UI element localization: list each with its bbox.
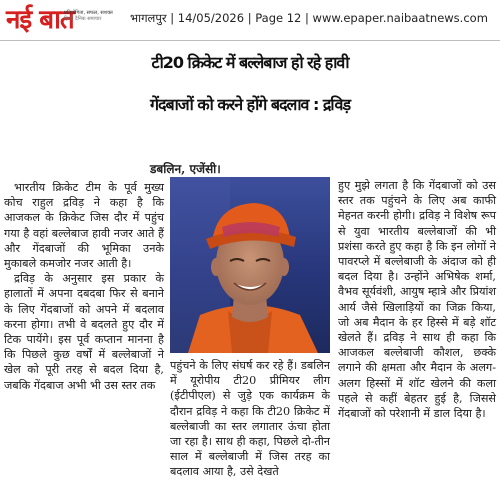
logo-tagline-2: हिन्दी दैनिक समाचार (64, 16, 102, 22)
headline-line-2: गेंदबाजों को करने होंगे बदलाव : द्रविड़ (149, 95, 351, 114)
newspaper-logo[interactable] (6, 4, 118, 36)
logo-tagline-1: प्रतियोगिता, सफल, सशक्त (64, 10, 113, 16)
edition-meta: भागलपुर | 14/05/2026 | Page 12 | www.epaper.naibaatnews.com (130, 11, 488, 25)
paragraph: हुए मुझे लगता है कि गेंदबाजों को उस स्तर तक पहुंचने के लिए अब काफी मेहनत करनी होगी। द्रविड़ ने विशेष रूप से युवा भारतीय बल्लेबाजों की भी प्रशंसा करते हुए कहा है कि इन लोगों ने पावरप्ले में बल्लेबाजी के अंदाज को ही बदल दिया है। उन्होंने अभिषेक शर्मा, वैभव सूर्यवंशी, आयुष म्हात्रे और प्रियांश आर्य जैसे खिलाड़ियों का जिक्र किया, जो अब मैदान के हर हिस्से में बड़े शॉट खेलते हैं। द्रविड़ ने साथ ही कहा कि आजकल बल्लेबाजी कौशल, छक्के लगाने की क्षमता और मैदान के अलग-अलग हिस्सों में शॉट खेलने की कला पहले से कहीं बेहतर हुई है, जिससे गेंदबाजों को परेशानी में डाल दिया है। (338, 179, 496, 421)
masthead (0, 0, 500, 41)
logo-text: नई बात (6, 5, 74, 35)
article-headline (0, 42, 500, 126)
logo-tagline (64, 10, 120, 22)
article-column-1 (4, 180, 164, 444)
article-column-2 (170, 358, 330, 479)
paragraph: द्रविड़ के अनुसार इस प्रकार के हालातों में अपना दबदबा फिर से बनाने के लिए गेंदबाजों को अपने में बदलाव करना होगा। तभी वे बदलते हुए दौर में टिक पायेंगे। इस पूर्व कप्तान मानना है कि पिछले कुछ वर्षों में बल्लेबाजों ने खेल को पूरी तरह से बदल दिया है, जबकि गेंदबाज अभी भी उस स्तर तक (4, 272, 164, 392)
article-photo (170, 177, 330, 353)
headline-line-1: टी20 क्रिकेट में बल्लेबाज हो रहे हावी (151, 53, 349, 72)
paragraph: पहुंचने के लिए संघर्ष कर रहे हैं। डबलिन में यूरोपीय टी20 प्रीमियर लीग (ईटीपीएल) से जुड़े एक कार्यक्रम के दौरान द्रविड़ ने कहा कि टी20 क्रिकेट में बल्लेबाजी का स्तर लगातार ऊंचा होता जा रहा है। साथ ही कहा, पिछले दो-तीन साल में बल्लेबाजी में जिस तरह का बदलाव आया है, उसे देखते (170, 359, 330, 479)
article-column-3 (338, 178, 496, 444)
paragraph: भारतीय क्रिकेट टीम के पूर्व मुख्य कोच राहुल द्रविड़ ने कहा है कि आजकल के क्रिकेट जिस दौर में पहुंच गया है वहां बल्लेबाज हावी नजर आते हैं और गेंदबाजों की भूमिका उनके मुकाबले कमजोर नजर आती है। (4, 181, 164, 271)
portrait-image (170, 177, 330, 353)
dateline: डबलिन, एजेंसी। (150, 162, 221, 176)
